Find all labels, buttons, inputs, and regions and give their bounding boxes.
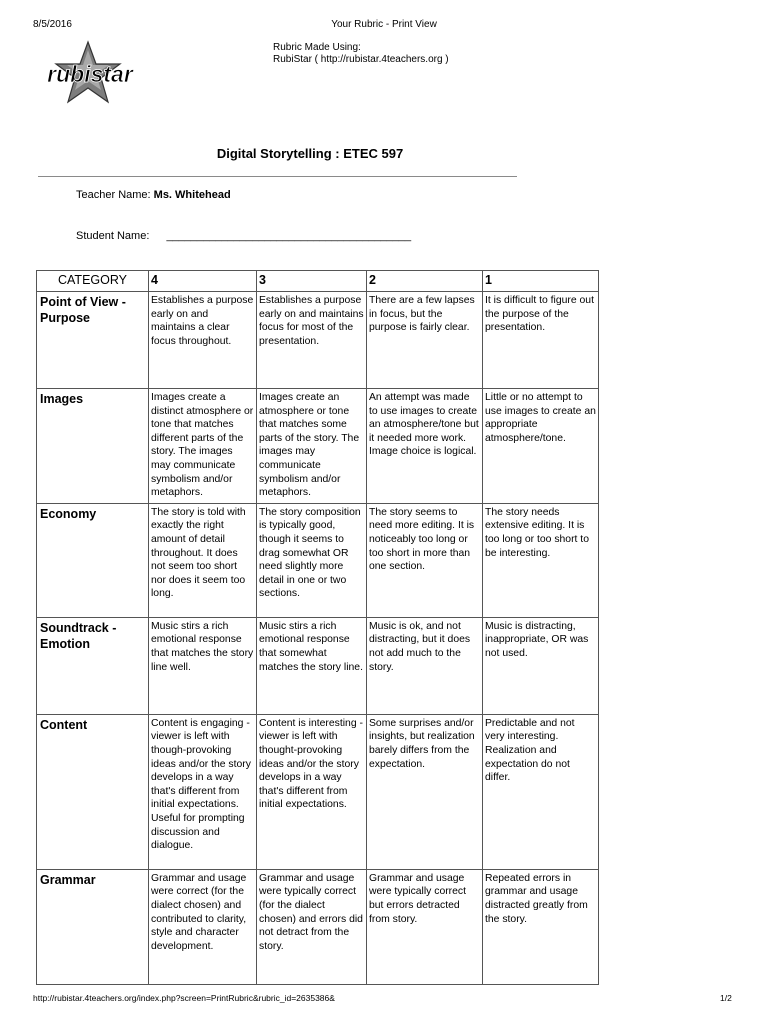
table-row [37, 292, 599, 389]
footer-url: http://rubistar.4teachers.org/index.php?screen=PrintRubric&rubric_id=2635386& [33, 993, 335, 1003]
table-cell: The story composition is typically good, though it seems to drag somewhat OR need slightly more detail in one or two sections. [257, 503, 367, 617]
rubric-title: Digital Storytelling : ETEC 597 [216, 146, 404, 161]
row-category: Soundtrack - Emotion [37, 617, 149, 714]
table-cell: Some surprises and/or insights, but realization barely differs from the expectation. [367, 714, 483, 869]
table-cell: Repeated errors in grammar and usage distracted greatly from the story. [483, 869, 599, 984]
table-cell: There are a few lapses in focus, but the purpose is fairly clear. [367, 292, 483, 389]
title-divider [38, 176, 517, 177]
table-cell: Predictable and not very interesting. Realization and expectation do not differ. [483, 714, 599, 869]
table-cell: Content is engaging - viewer is left with though-provoking ideas and/or the story develops in a way that's different from initial expectations. Useful for prompting discussion and dialogue. [149, 714, 257, 869]
page-number: 1/2 [720, 993, 732, 1003]
logo-text: rubistar [47, 61, 133, 87]
print-header-title: Your Rubric - Print View [331, 19, 437, 30]
table-cell: Music is distracting, inappropriate, OR was not used. [483, 617, 599, 714]
table-row [37, 617, 599, 714]
table-cell: The story seems to need more editing. It is noticeably too long or too short in more than one section. [367, 503, 483, 617]
table-cell: Grammar and usage were correct (for the dialect chosen) and contributed to clarity, style and character development. [149, 869, 257, 984]
made-using-site: RubiStar ( http://rubistar.4teachers.org ) [273, 54, 449, 65]
table-cell: Content is interesting - viewer is left with thought-provoking ideas and/or the story develops in a way that's different from initial expectations. [257, 714, 367, 869]
print-date: 8/5/2016 [33, 19, 72, 30]
header-score-3: 3 [257, 271, 367, 292]
table-row [37, 869, 599, 984]
table-cell: Grammar and usage were typically correct but errors detracted from story. [367, 869, 483, 984]
made-using-label: Rubric Made Using: [273, 42, 361, 53]
table-cell: The story is told with exactly the right amount of detail throughout. It does not seem too short nor does it seem too long. [149, 503, 257, 617]
table-cell: Little or no attempt to use images to create an appropriate atmosphere/tone. [483, 389, 599, 504]
table-cell: Music stirs a rich emotional response that somewhat matches the story line. [257, 617, 367, 714]
student-name-blank: ________________________________________ [166, 230, 412, 242]
header-score-2: 2 [367, 271, 483, 292]
rubistar-logo [38, 40, 142, 110]
table-cell: Images create an atmosphere or tone that matches some parts of the story. The images may communicate symbolism and/or metaphors. [257, 389, 367, 504]
table-cell: The story needs extensive editing. It is too long or too short to be interesting. [483, 503, 599, 617]
table-cell: Grammar and usage were typically correct (for the dialect chosen) and errors did not detract from the story. [257, 869, 367, 984]
table-cell: Establishes a purpose early on and maintains a clear focus throughout. [149, 292, 257, 389]
table-cell: Music stirs a rich emotional response that matches the story line well. [149, 617, 257, 714]
teacher-name-value: Ms. Whitehead [153, 189, 231, 201]
student-name-label: Student Name: [76, 230, 150, 242]
header-category: CATEGORY [37, 271, 149, 292]
table-cell: Images create a distinct atmosphere or tone that matches different parts of the story. The images may communicate symbolism and/or metaphors. [149, 389, 257, 504]
table-row [37, 503, 599, 617]
table-cell: Music is ok, and not distracting, but it does not add much to the story. [367, 617, 483, 714]
rubric-table [36, 270, 599, 985]
row-category: Grammar [37, 869, 149, 984]
row-category: Content [37, 714, 149, 869]
student-name-row [76, 230, 411, 242]
header-score-4: 4 [149, 271, 257, 292]
teacher-name-label: Teacher Name: [76, 189, 151, 201]
table-cell: Establishes a purpose early on and maintains focus for most of the presentation. [257, 292, 367, 389]
table-cell: An attempt was made to use images to create an atmosphere/tone but it needed more work. Image choice is logical. [367, 389, 483, 504]
header-score-1: 1 [483, 271, 599, 292]
row-category: Economy [37, 503, 149, 617]
table-row [37, 714, 599, 869]
row-category: Images [37, 389, 149, 504]
table-cell: It is difficult to figure out the purpose of the presentation. [483, 292, 599, 389]
row-category: Point of View - Purpose [37, 292, 149, 389]
rubric-header-row [37, 271, 599, 292]
teacher-name-row [76, 189, 231, 201]
rubistar-star-icon [38, 40, 142, 110]
table-row [37, 389, 599, 504]
